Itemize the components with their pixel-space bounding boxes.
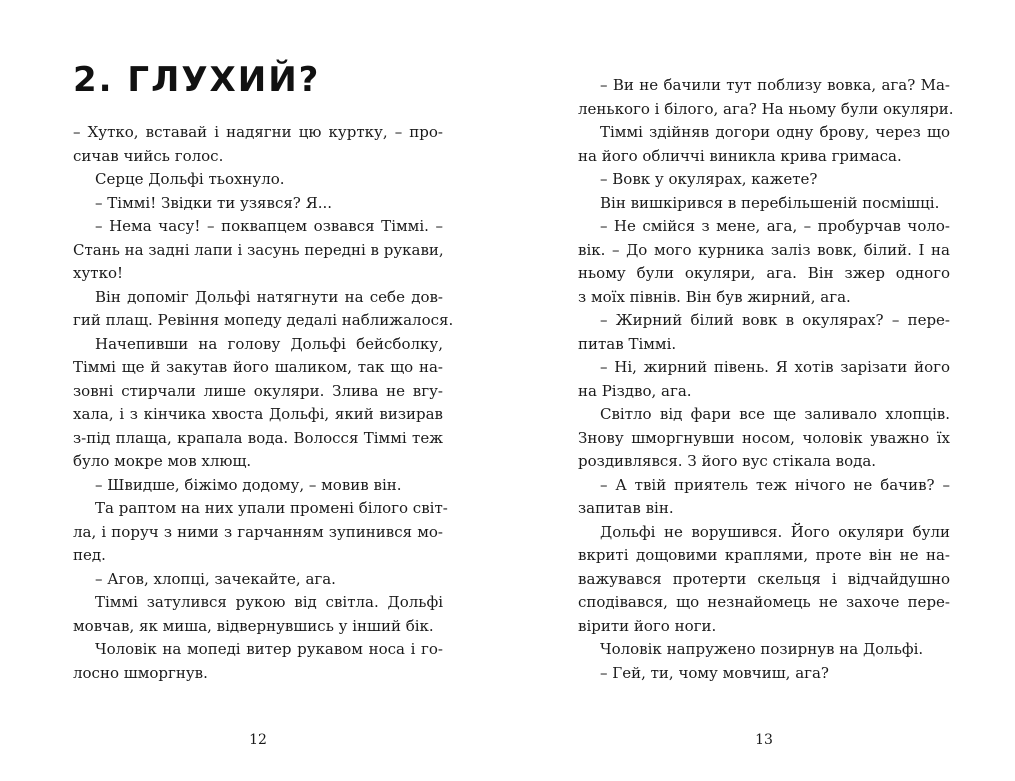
text-line: на Різдво, ага.: [578, 381, 692, 400]
left-page-text: [73, 121, 454, 685]
right-page: [578, 0, 954, 781]
text-line: було мокре мов хлющ.: [73, 452, 252, 470]
text-line: Чоловік напружено позирнув на Дольфі.: [600, 640, 924, 658]
text-line: з моїх півнів. Він був жирний, ага.: [578, 287, 851, 306]
text-line: пед.: [73, 546, 106, 564]
text-line: ньому були окуляри, ага. Він зжер одного: [578, 264, 950, 282]
text-line: Він вишкірився в перебільшеній посмішці.: [600, 193, 940, 212]
text-line: вірити його ноги.: [578, 616, 717, 635]
text-line: зовні стирчали лише окуляри. Злива не вгу-: [73, 381, 443, 400]
text-line: хала, і з кінчика хвоста Дольфі, який визирав: [73, 405, 443, 423]
text-line: ленького і білого, ага? На ньому були окуляри.: [578, 99, 954, 118]
text-line: мовчав, як миша, відвернувшись у інший бік.: [73, 616, 434, 635]
text-line: роздивлявся. З його вус стікала вода.: [578, 452, 877, 470]
text-line: важувався протерти скельця і відчайдушно: [578, 569, 950, 588]
text-line: – Швидше, біжімо додому, – мовив він.: [95, 475, 402, 494]
text-line: – Нема часу! – поквапцем озвався Тіммі. –: [95, 217, 443, 235]
text-line: Чоловік на мопеді витер рукавом носа і го-: [95, 640, 443, 658]
text-line: – Тіммі! Звідки ти узявся? Я...: [95, 193, 333, 212]
text-line: сичав чийсь голос.: [73, 146, 224, 165]
text-line: – Агов, хлопці, зачекайте, ага.: [95, 569, 336, 588]
right-page-text: [578, 74, 954, 685]
text-line: Дольфі не ворушився. Його окуляри були: [600, 522, 950, 541]
text-line: Та раптом на них упали промені білого світ-: [95, 499, 448, 517]
text-line: вкриті дощовими краплями, проте він не на-: [578, 546, 950, 564]
text-line: Начепивши на голову Дольфі бейсболку,: [95, 334, 443, 353]
text-line: – Ви не бачили тут поблизу вовка, ага? Ма-: [600, 76, 950, 94]
text-line: – Ні, жирний півень. Я хотів зарізати його: [600, 358, 950, 376]
text-line: Стань на задні лапи і засунь передні в рукави,: [73, 240, 444, 259]
left-page: [73, 0, 454, 781]
text-line: гий плащ. Ревіння мопеду дедалі наближалося.: [73, 311, 454, 329]
text-line: – Жирний білий вовк в окулярах? – пере-: [600, 311, 950, 329]
text-line: Він допоміг Дольфі натягнути на себе дов-: [95, 287, 443, 306]
text-line: запитав він.: [578, 499, 674, 517]
text-line: – Хутко, вставай і надягни цю куртку, – про-: [73, 123, 443, 141]
text-line: Знову шморгнувши носом, чоловік уважно їх: [578, 428, 950, 447]
page-number-right: 13: [755, 732, 773, 748]
text-line: – А твій приятель теж нічого не бачив? –: [600, 475, 950, 494]
text-line: – Гей, ти, чому мовчиш, ага?: [600, 663, 829, 682]
text-line: питав Тіммі.: [578, 334, 677, 353]
page-number-left: 12: [249, 732, 267, 748]
text-line: – Не смійся з мене, ага, – пробурчав чоло-: [600, 217, 950, 235]
text-line: Тіммі ще й закутав його шаликом, так що на-: [73, 358, 443, 376]
text-line: Світло від фари все ще заливало хлопців.: [600, 405, 950, 423]
text-line: на його обличчі виникла крива гримаса.: [578, 146, 902, 165]
text-line: Тіммі затулився рукою від світла. Дольфі: [95, 593, 443, 611]
text-line: сподівався, що незнайомець не захоче пере-: [578, 593, 950, 611]
text-line: лосно шморгнув.: [73, 663, 208, 682]
text-line: хутко!: [73, 264, 124, 282]
text-line: ла, і поруч з ними з гарчанням зупинився мо-: [73, 522, 443, 541]
text-line: – Вовк у окулярах, кажете?: [600, 170, 818, 188]
text-line: вік. – До мого курника заліз вовк, білий. І на: [578, 240, 950, 259]
text-line: Тіммі здійняв догори одну брову, через що: [600, 123, 950, 141]
text-line: з-під плаща, крапала вода. Волосся Тіммі теж: [73, 428, 443, 447]
text-line: Серце Дольфі тьохнуло.: [95, 170, 285, 188]
chapter-title: 2. ГЛУХИЙ?: [73, 60, 321, 100]
